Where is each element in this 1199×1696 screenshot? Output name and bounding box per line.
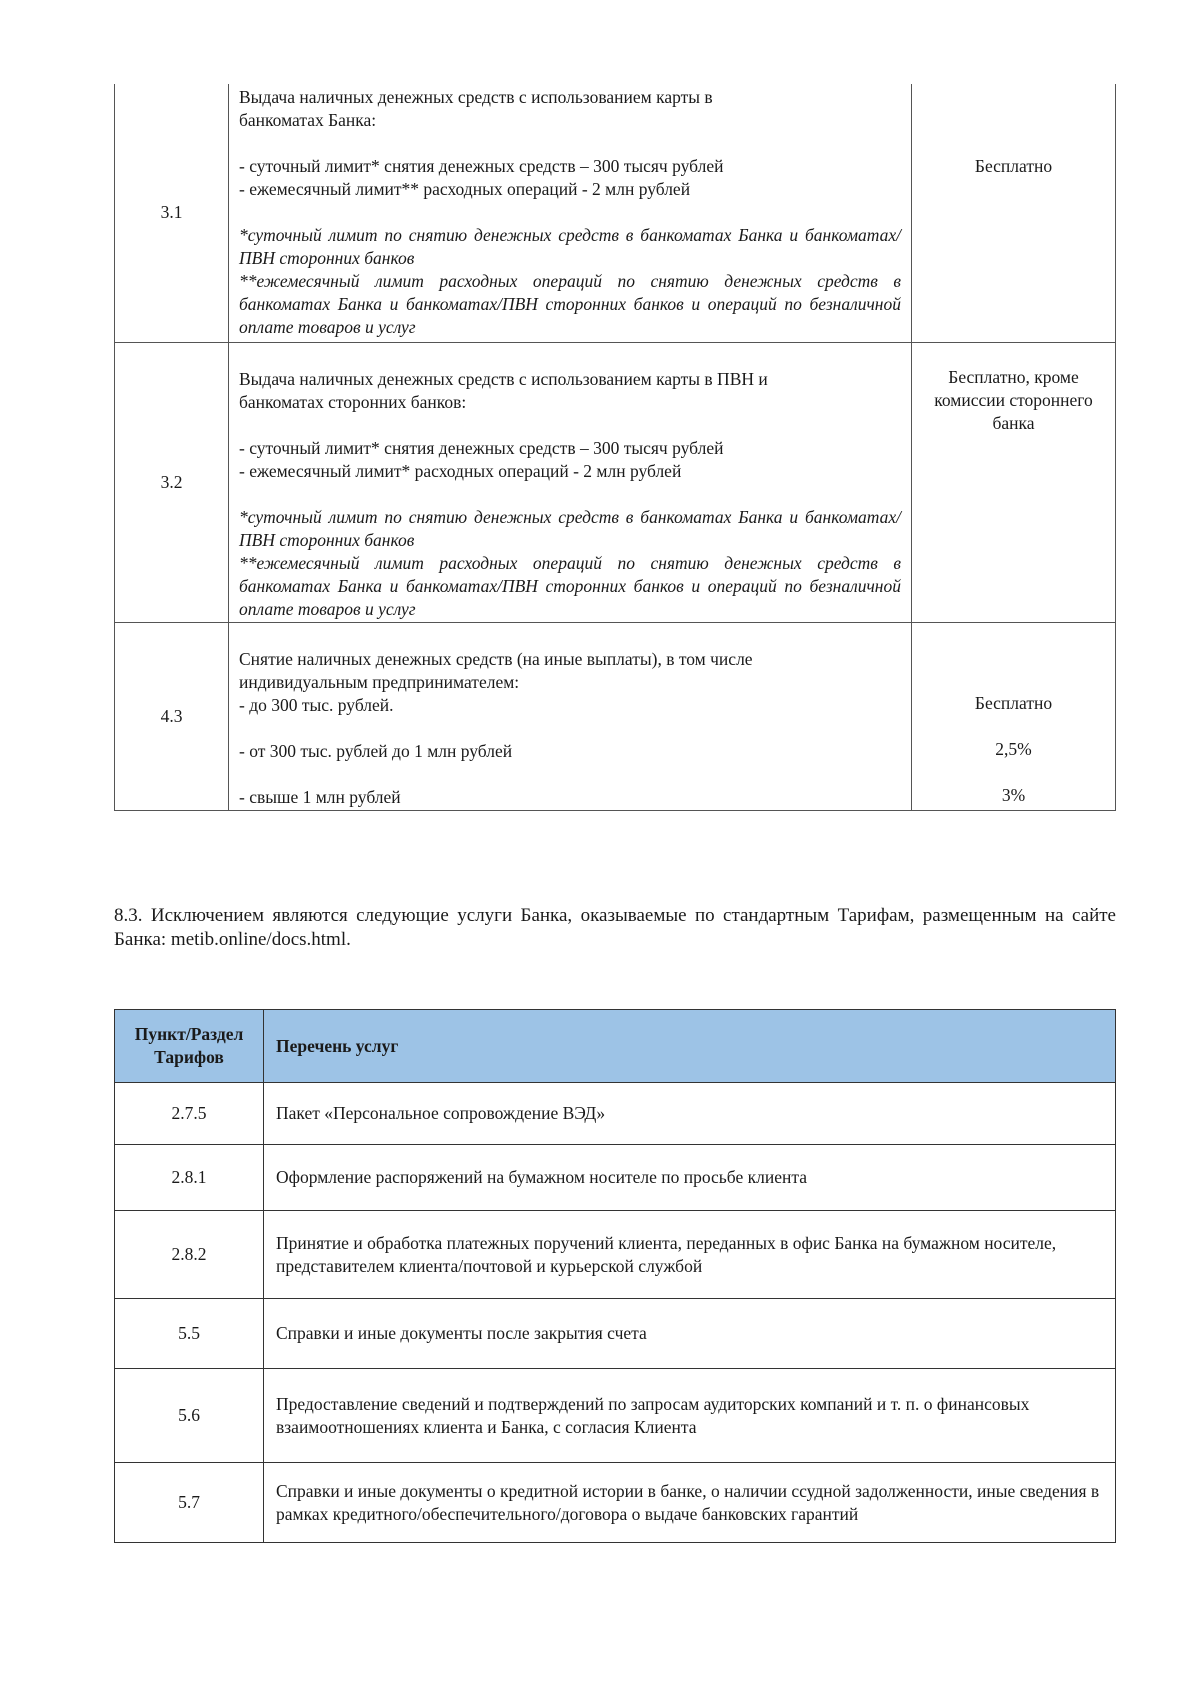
column-header-code: Пункт/Раздел Тарифов — [115, 1010, 264, 1083]
price-text: Бесплатно, кроме комиссии стороннего банка — [934, 366, 1093, 433]
table-row — [115, 622, 1116, 810]
table-row — [115, 1145, 1116, 1211]
daily-limit: - суточный лимит* снятия денежных средств – 300 тысяч рублей — [239, 437, 724, 458]
table-header-row — [115, 1010, 1116, 1083]
service-name: Справки и иные документы после закрытия счета — [264, 1299, 1116, 1369]
tier-price: 3% — [1001, 784, 1026, 805]
footnote-daily: *суточный лимит по снятию денежных средств в банкоматах Банка и банкоматах/ПВН сторонних банков — [239, 506, 901, 550]
tariff-code: 2.8.2 — [115, 1211, 264, 1299]
table-row — [115, 342, 1116, 622]
footnote-monthly: **ежемесячный лимит расходных операций по снятию денежных средств в банкоматах Банка и банкоматах/ПВН сторонних банков и операций по безналичной оплате товаров и услуг — [239, 552, 901, 619]
monthly-limit: - ежемесячный лимит* расходных операций - 2 млн рублей — [239, 460, 682, 481]
tariff-code: 5.7 — [115, 1463, 264, 1543]
tariff-code: 5.6 — [115, 1369, 264, 1463]
item-description — [229, 342, 912, 622]
tier-price: Бесплатно — [974, 692, 1053, 713]
service-name: Пакет «Персональное сопровождение ВЭД» — [264, 1083, 1116, 1145]
item-price — [912, 622, 1116, 810]
table-row — [115, 1083, 1116, 1145]
tariff-code: 2.8.1 — [115, 1145, 264, 1211]
footnote-daily: *суточный лимит по снятию денежных средств в банкоматах Банка и банкоматах/ПВН сторонних банков — [239, 225, 901, 268]
table-row — [115, 1369, 1116, 1463]
tier-label: - до 300 тыс. рублей. — [239, 694, 394, 715]
item-number: 3.2 — [115, 342, 229, 622]
tier-label: - свыше 1 млн рублей — [239, 786, 401, 807]
column-header-services: Перечень услуг — [264, 1010, 1116, 1083]
item-price — [912, 342, 1116, 622]
tariff-code: 2.7.5 — [115, 1083, 264, 1145]
tariff-code: 5.5 — [115, 1299, 264, 1369]
item-title-line: Снятие наличных денежных средств (на иные выплаты), в том числе — [239, 648, 753, 669]
service-name: Справки и иные документы о кредитной истории в банке, о наличии ссудной задолженности, иные сведения в рамках кредитного/обеспечительного/договора о выдаче банковских гарантий — [264, 1463, 1116, 1543]
item-title-line: банкоматах Банка: — [239, 110, 377, 130]
tier-label: - от 300 тыс. рублей до 1 млн рублей — [239, 740, 513, 761]
item-title-line: банкоматах сторонних банков: — [239, 391, 467, 412]
daily-limit: - суточный лимит* снятия денежных средств – 300 тысяч рублей — [239, 156, 724, 176]
table-row — [115, 1463, 1116, 1543]
exceptions-table — [114, 1009, 1116, 1543]
table-row — [115, 1211, 1116, 1299]
service-name: Принятие и обработка платежных поручений клиента, переданных в офис Банка на бумажном носителе, представителем клиента/почтовой и курьерской службой — [264, 1211, 1116, 1299]
price-text: Бесплатно — [974, 156, 1053, 176]
item-description — [229, 622, 912, 810]
item-title-line: индивидуальным предпринимателем: — [239, 671, 520, 692]
monthly-limit: - ежемесячный лимит** расходных операций - 2 млн рублей — [239, 179, 691, 199]
table-row — [115, 84, 1116, 342]
table-row — [115, 1299, 1116, 1369]
item-number: 4.3 — [115, 622, 229, 810]
footnote-monthly: **ежемесячный лимит расходных операций по снятию денежных средств в банкоматах Банка и банкоматах/ПВН сторонних банков и операций по безналичной оплате товаров и услуг — [239, 271, 901, 337]
item-title-line: Выдача наличных денежных средств с использованием карты в — [239, 87, 713, 107]
tier-price: 2,5% — [995, 738, 1032, 759]
service-name: Оформление распоряжений на бумажном носителе по просьбе клиента — [264, 1145, 1116, 1211]
section-8-3-paragraph: 8.3. Исключением являются следующие услуги Банка, оказываемые по стандартным Тарифам, размещенным на сайте Банка: metib.online/docs.html. — [114, 905, 1116, 950]
service-name: Предоставление сведений и подтверждений по запросам аудиторских компаний и т. п. о финансовых взаимоотношениях клиента и Банка, с согласия Клиента — [264, 1369, 1116, 1463]
item-price — [912, 84, 1116, 342]
item-number: 3.1 — [115, 84, 229, 342]
item-description — [229, 84, 912, 342]
card-tariffs-table — [114, 84, 1116, 811]
item-title-line: Выдача наличных денежных средств с использованием карты в ПВН и — [239, 368, 768, 389]
